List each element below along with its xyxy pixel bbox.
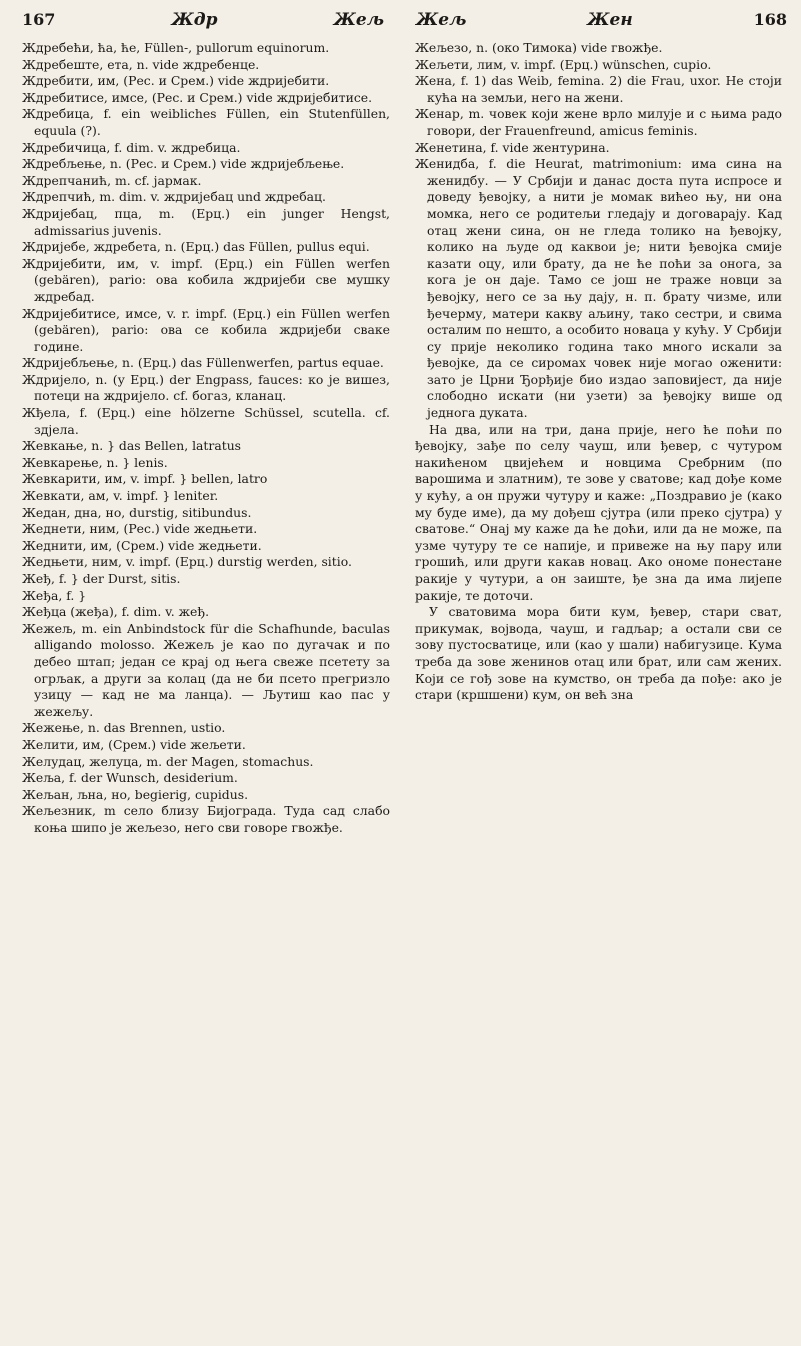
dictionary-entry: Ждребити, им, (Рес. и Срем.) vide ждријебити. (22, 73, 330, 89)
right-guide-word-first: Жељ (416, 10, 467, 30)
dictionary-entry: Ждребитисе, имсе, (Рес. и Срем.) vide ждријебитисе. (22, 89, 373, 105)
dictionary-entry: Ждријебац, пца, m. (Ерц.) ein junger Hengst, admissarius juvenis. (22, 205, 390, 238)
dictionary-entry: Жежељ, m. ein Anbindstock für die Schafhunde, baculas alligando molosso. Жежељ је као по дугачак и по дебео штап; један се крај од њега свеже псетету за огрљак, а други за колац (да не би псето прегризло узицу — кад не ма ланца). — Љутиш као пас у жежељу. (22, 620, 390, 719)
dictionary-entry: Жељезо, n. (око Тимока) vide гвожђе. (415, 40, 663, 55)
left-running-header (22, 10, 402, 30)
dictionary-entry: Жељезник, m село близу Бијограда. Туда сад слабо коња шипо је жељезо, него сви говоре гвожђе. (22, 803, 390, 835)
dictionary-entry: Жена, f. 1) das Weib, femina. 2) die Frau, uxor. Не стоји кућа на земљи, него на жени. (415, 73, 782, 105)
dictionary-entry: Ждријело, n. (у Ерц.) der Engpass, fauces: ко је вишез, потеци на ждријело. cf. богаз, кланац. (22, 371, 390, 404)
dictionary-entry: Ждрепчић, m. dim. v. ждријебац und ждребац. (22, 189, 326, 205)
dictionary-entry: Желудац, желуца, m. der Magen, stomachus. (22, 753, 314, 769)
right-column (402, 40, 782, 837)
dictionary-entry: Желити, им, (Срем.) vide жељети. (22, 736, 246, 752)
dictionary-entry: Ждребљење, n. (Рес. и Срем.) vide ждријебљење. (22, 156, 345, 172)
dictionary-entry: Ждребеште, ета, n. vide ждребенце. (22, 56, 260, 72)
page-header (22, 10, 787, 36)
entry-paragraph: У сватовима мора бити кум, ђевер, стари сват, прикумак, војвода, чауш, и гадљар; а остали сви се зову пустосватице, или (као у шали) набигузице. Кума треба да зове женинов отац или брат, или сам жених. Који се гођ зове на кумство, он треба да пође: ако је стари (кршшени) кум, он већ зна (415, 604, 782, 703)
dictionary-entry: Ждребица, f. ein weibliches Füllen, ein Stutenfüllen, equula (?). (22, 106, 390, 138)
dictionary-entry: Жежење, n. das Brennen, ustio. (22, 720, 226, 736)
left-page-number: 167 (22, 10, 56, 29)
dictionary-entry: Ждребичица, f. dim. v. ждребица. (22, 139, 241, 155)
left-guide-word-last: Жељ (333, 10, 384, 30)
left-guide-word-first: Ждр (171, 10, 218, 30)
dictionary-entry: Жевкати, ам, v. impf. } leniter. (22, 488, 219, 504)
right-running-header (402, 10, 787, 30)
dictionary-entry: Ждријебити, им, v. impf. (Ерц.) ein Füllen werfen (gebären), pario: ова кобила ждријеби све мушку ждребад. (22, 255, 390, 304)
dictionary-entry: Жевкање, n. } das Bellen, latratus (22, 438, 242, 454)
right-page-number: 168 (753, 10, 787, 29)
dictionary-entry: Жеђа, f. } (22, 587, 87, 603)
dictionary-entry: Ждребећи, ћа, ће, Füllen-, pullorum equinorum. (22, 40, 330, 55)
dictionary-entry: Женетина, f. vide жентурина. (415, 139, 610, 155)
dictionary-entry: Жедан, дна, но, durstig, sitibundus. (22, 504, 252, 520)
dictionary-entry: Жеђ, f. } der Durst, sitis. (22, 571, 181, 586)
right-guide-word-last: Жен (587, 10, 633, 30)
dictionary-entry: Жђела, f. (Ерц.) eine hölzerne Schüssel, scutella. cf. здјела. (22, 405, 390, 437)
dictionary-entry: Жељан, љна, но, begierig, cupidus. (22, 786, 249, 802)
text-columns (22, 40, 787, 837)
dictionary-entry: Жевкарити, им, v. impf. } bellen, latro (22, 471, 268, 487)
dictionary-entry: Жеђца (жеђа), f. dim. v. жеђ. (22, 604, 210, 620)
dictionary-entry: Жељети, лим, v. impf. (Ерц.) wünschen, cupio. (415, 56, 712, 72)
dictionary-entry: Ждријебе, ждребета, n. (Ерц.) das Füllen, pullus equi. (22, 239, 370, 255)
dictionary-entry: Женар, m. човек који жене врло милује и с њима радо говори, der Frauenfreund, amicus feminis. (415, 106, 782, 138)
dictionary-entry: Ждријебљење, n. (Ерц.) das Füllenwerfen, partus equae. (22, 355, 384, 371)
dictionary-entry: Ждријебитисе, имсе, v. r. impf. (Ерц.) ein Füllen werfen (gebären), pario: ова се кобила ждријеби сваке године. (22, 305, 390, 354)
dictionary-entry: Жеља, f. der Wunsch, desiderium. (22, 770, 238, 786)
dictionary-entry: Жеднети, ним, (Рес.) vide жедњети. (22, 521, 258, 537)
dictionary-entry: Жеднити, им, (Срем.) vide жедњети. (22, 537, 262, 553)
dictionary-entry: Женидба, f. die Heurat, matrimonium: има сина на женидбу. — У Србији и данас доста пута испросе и доведу ђевојку, а нити је момак вићео њу, ни она момка, него се родитељи гледају и договарају. Кад отац жени сина, он не гледа толико на ђевојку, колико на људе од каквои је; нити ђевојка смије казати оцу, или брату, да не ће поћи за онога, за кога је он даје. Тамо се још не траже новци за ђевојку, него се за њу дају, н. п. брату чизме, или ђечерму, матери какву аљину, тако сестри, и свима осталим по нешто, а особито новаца у кућу. У Србији су прије неколико година тако много искали за ђевојке, да се сиромах човек није могао оженити: зато је Црни Ђорђије био издао заповијест, да није слободно искати (ни узети) за ђевојку више од једнога дуката. (415, 156, 782, 421)
dictionary-entry: Ждрепчанић, m. cf. јармак. (22, 172, 202, 188)
entry-paragraph: На два, или на три, дана прије, него ће поћи по ђевојку, зађе по селу чауш, или ђевер, с чутуром накићеном цвијећем и новцима Сребрним (по варошима и златним), те зове у сватове; кад дође коме у кућу, а он пружи чутуру и каже: „Поздравио је (како му буде име), да му дођеш сјутра (или преко сјутра) у сватове.“ Онај му каже да ће доћи, или да не може, па узме чутуру те се напије, и привеже на њу пару или грошић, или други какав новац. Ако ономе понестане ракије у чутури, а он заиште, ђе зна да има лијепе ракије, те доточи. (415, 421, 782, 603)
left-column (22, 40, 402, 837)
dictionary-entry: Жедњети, ним, v. impf. (Ерц.) durstig werden, sitio. (22, 554, 352, 570)
dictionary-entry: Жевкарење, n. } lenis. (22, 454, 168, 470)
